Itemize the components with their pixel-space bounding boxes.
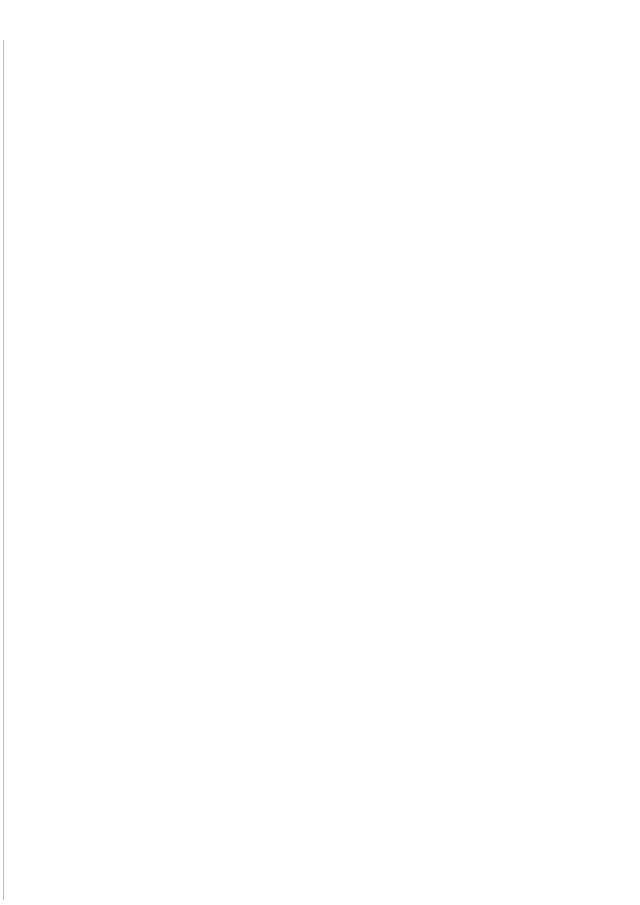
page-edge-line: [3, 40, 4, 900]
funding-sources-block: [24, 0, 114, 320]
rotated-table: [24, 0, 578, 320]
